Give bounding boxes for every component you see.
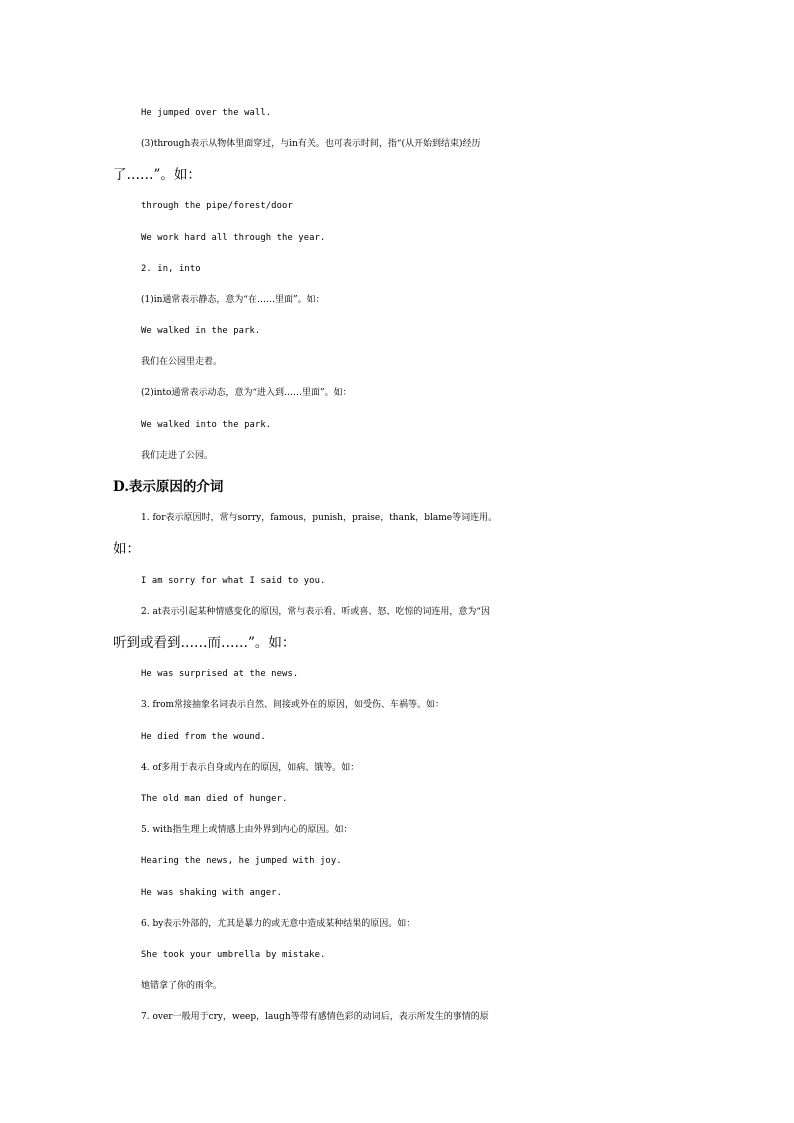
example-sentence: We walked in the park. (141, 326, 261, 336)
rule-text-continued: 了……”。如： (113, 167, 201, 183)
rule-text: 4. of多用于表示自身或内在的原因，如病、饿等。如： (141, 763, 360, 773)
example-phrase: through the pipe/forest/door (141, 201, 293, 211)
example-sentence: Hearing the news, he jumped with joy. (141, 856, 342, 866)
subsection-title: 2. in, into (141, 264, 201, 274)
section-heading: D.表示原因的介词 (113, 479, 224, 495)
rule-text: 1. for表示原因时，常与sorry，famous，punish，praise，thank，blame等词连用。 (141, 513, 498, 523)
translation-text: 我们在公园里走着。 (141, 357, 223, 367)
rule-text: 7. over一般用于cry，weep，laugh等带有感情色彩的动词后，表示所发生的事情的原 (141, 1012, 489, 1022)
example-sentence: He was surprised at the news. (141, 669, 299, 679)
translation-text: 她错拿了你的雨伞。 (141, 981, 223, 991)
example-sentence: He jumped over the wall. (141, 108, 272, 118)
translation-text: 我们走进了公园。 (141, 451, 214, 461)
example-sentence: He died from the wound. (141, 732, 266, 742)
example-sentence: I am sorry for what I said to you. (141, 576, 326, 586)
rule-text-continued: 如： (113, 541, 140, 557)
example-sentence: We walked into the park. (141, 420, 272, 430)
rule-text: (3)through表示从物体里面穿过，与in有关。也可表示时间，指“(从开始到结束)经历 (141, 139, 481, 149)
rule-text: (2)into通常表示动态，意为“进入到……里面”。如： (141, 388, 352, 398)
example-sentence: The old man died of hunger. (141, 794, 288, 804)
example-sentence: He was shaking with anger. (141, 888, 283, 898)
rule-text-continued: 听到或看到……而……”。如： (113, 635, 296, 651)
rule-text: 3. from常接抽象名词表示自然、间接或外在的原因，如受伤、车祸等。如： (141, 700, 445, 710)
rule-text: (1)in通常表示静态，意为“在……里面”。如： (141, 295, 325, 305)
rule-text: 5. with指生理上或情感上由外界到内心的原因。如： (141, 825, 353, 835)
example-sentence: She took your umbrella by mistake. (141, 950, 326, 960)
rule-text: 2. at表示引起某种情感变化的原因，常与表示看、听或喜、怒、吃惊的词连用，意为“因 (141, 607, 491, 617)
rule-text: 6. by表示外部的，尤其是暴力的或无意中造成某种结果的原因。如： (141, 919, 416, 929)
example-sentence: We work hard all through the year. (141, 233, 326, 243)
